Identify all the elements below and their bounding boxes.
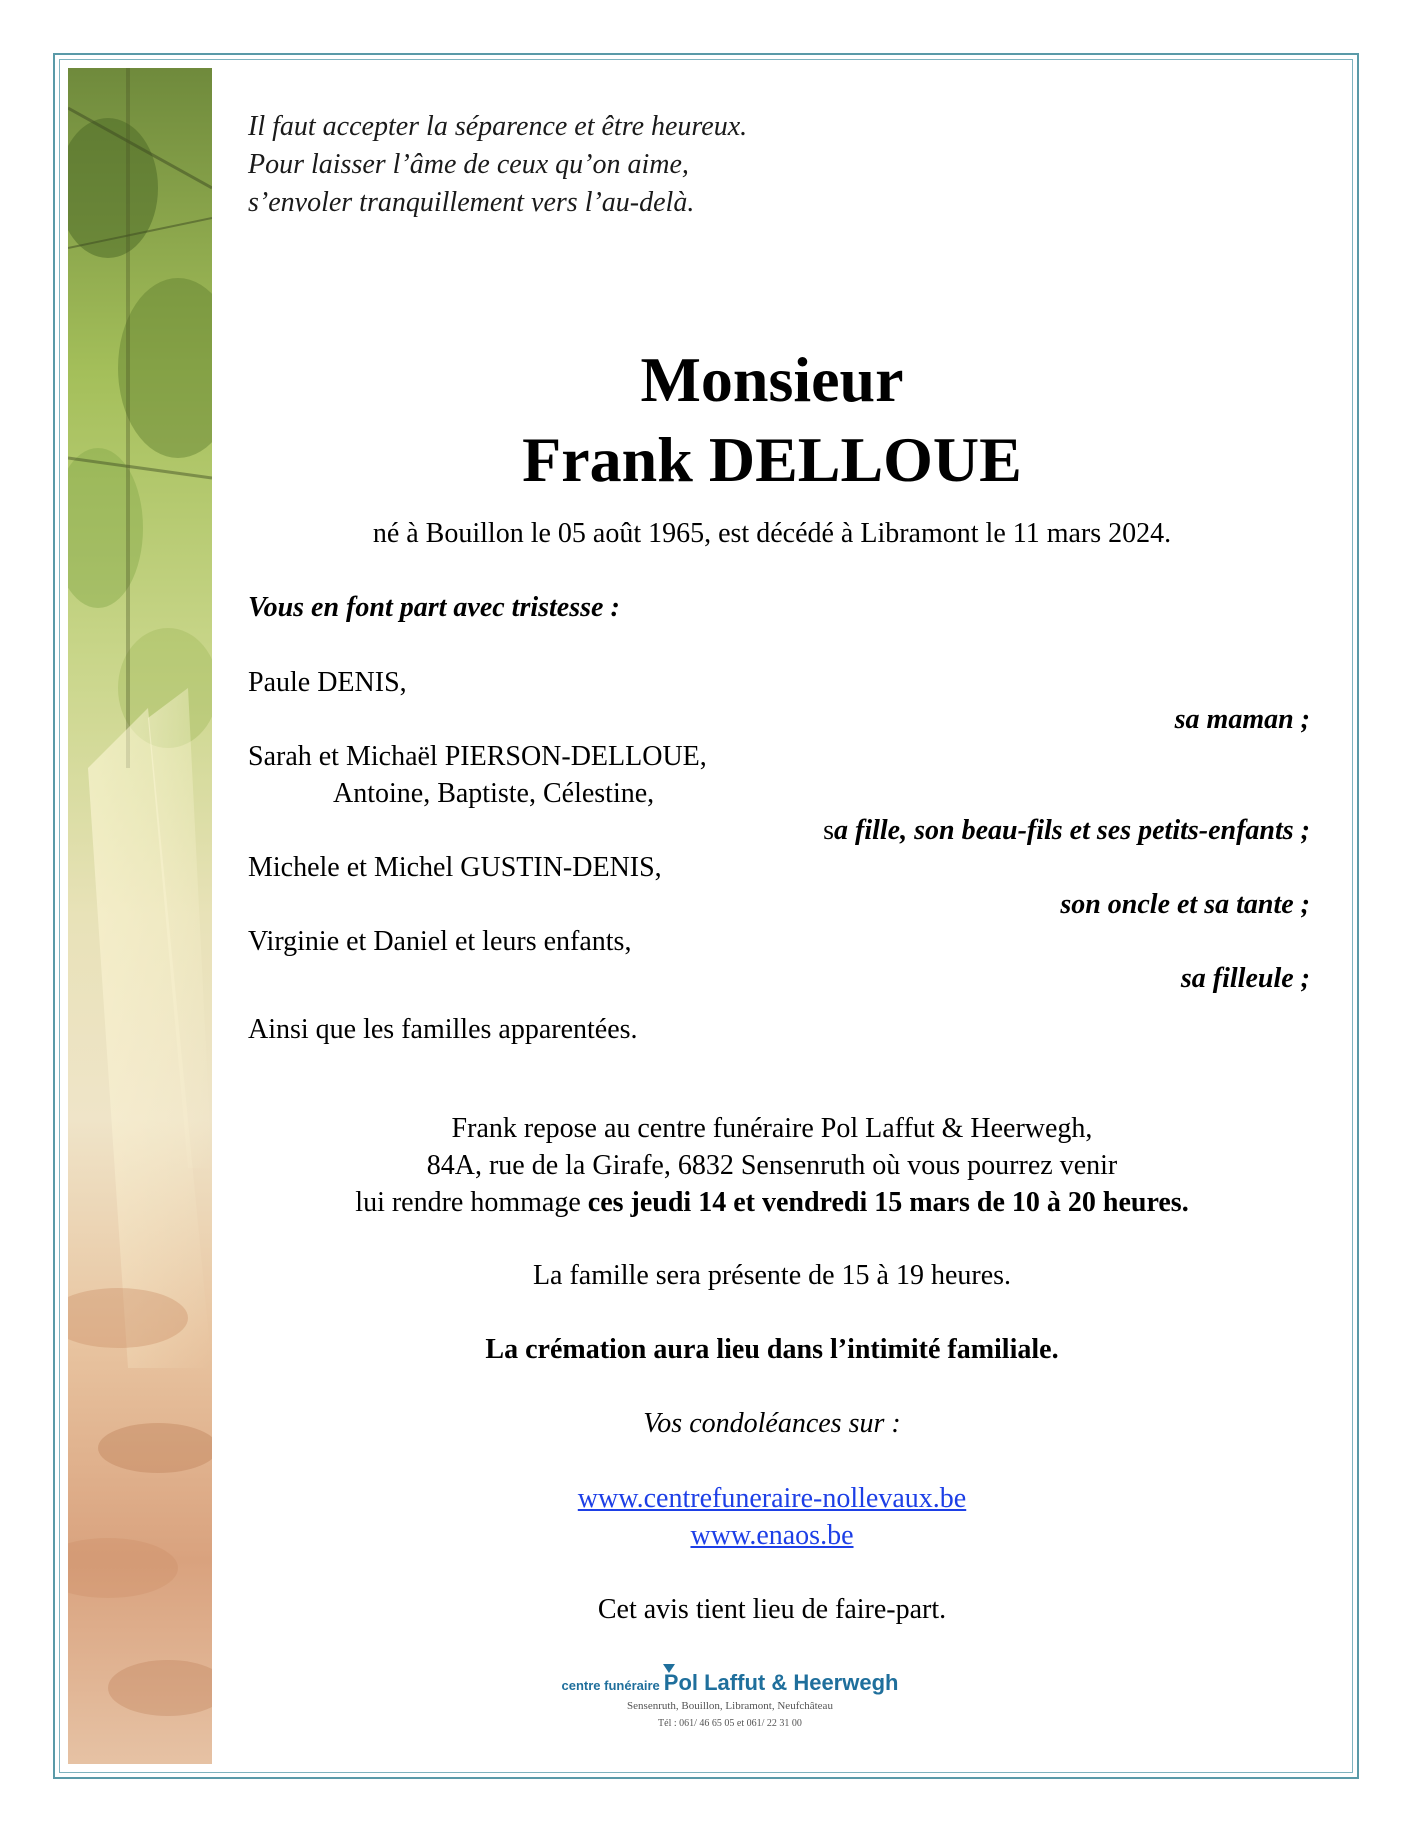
poem-line: s’envoler tranquillement vers l’au-delà. (248, 187, 695, 218)
condolences-label: Vos condoléances sur : (643, 1408, 901, 1439)
extended-family: Ainsi que les familles apparentées. (248, 1014, 638, 1045)
family-presence: La famille sera présente de 15 à 19 heures. (532, 1260, 1012, 1291)
family-member: Virginie et Daniel et leurs enfants, (248, 926, 632, 957)
poem-line: Pour laisser l’âme de ceux qu’on aime, (248, 149, 689, 180)
visitation-info (212, 1110, 1332, 1221)
logo-small-text: centre funéraire (561, 1678, 660, 1693)
family-relation: sa filleule ; (1180, 963, 1310, 994)
funeral-home-logo (560, 1670, 900, 1729)
cremation-notice: La crémation aura lieu dans l’intimité familiale. (485, 1334, 1059, 1365)
visitation-line: 84A, rue de la Girafe, 6832 Sensenruth où vous pourrez venir (426, 1150, 1118, 1181)
family-list (248, 664, 1310, 1048)
family-member: Michele et Michel GUSTIN-DENIS, (248, 852, 662, 883)
relation-first-letter: s (823, 815, 835, 846)
family-relation (248, 812, 1310, 849)
family-relation: sa maman ; (1174, 704, 1310, 735)
deceased-name: Frank DELLOUE (522, 424, 1022, 495)
logo-wordmark (560, 1670, 900, 1696)
visitation-text: lui rendre hommage (355, 1187, 588, 1218)
link-enaos[interactable]: www.enaos.be (690, 1520, 854, 1551)
logo-locations: Sensenruth, Bouillon, Libramont, Neufchâteau (627, 1700, 833, 1712)
family-children: Antoine, Baptiste, Célestine, (333, 778, 655, 809)
poem (248, 108, 747, 222)
family-relation: son oncle et sa tante ; (1060, 889, 1310, 920)
honorific: Monsieur (640, 344, 904, 415)
announcement-intro: Vous en font part avec tristesse : (248, 592, 620, 623)
relation-text: a fille, son beau-fils et ses petits-enfants ; (834, 815, 1310, 846)
visitation-line: Frank repose au centre funéraire Pol Laffut & Heerwegh, (451, 1113, 1093, 1144)
family-member: Paule DENIS, (248, 667, 407, 698)
condolence-links (212, 1480, 1332, 1554)
family-member: Sarah et Michaël PIERSON-DELLOUE, (248, 741, 707, 772)
logo-big-text: Pol Laffut & Heerwegh (663, 1670, 899, 1695)
deceased-title (212, 340, 1332, 500)
faire-part-notice: Cet avis tient lieu de faire-part. (597, 1594, 947, 1625)
logo-phone: Tél : 061/ 46 65 05 et 061/ 22 31 00 (658, 1718, 802, 1729)
forest-path-image (68, 68, 212, 1764)
birth-death-dates: né à Bouillon le 05 août 1965, est décédé à Libramont le 11 mars 2024. (372, 518, 1172, 549)
link-centrefuneraire[interactable]: www.centrefuneraire-nollevaux.be (577, 1483, 967, 1514)
visitation-hours: ces jeudi 14 et vendredi 15 mars de 10 à 20 heures. (587, 1187, 1189, 1218)
visitation-line (212, 1184, 1332, 1221)
poem-line: Il faut accepter la séparence et être heureux. (248, 111, 748, 142)
logo-triangle-icon (663, 1664, 675, 1673)
